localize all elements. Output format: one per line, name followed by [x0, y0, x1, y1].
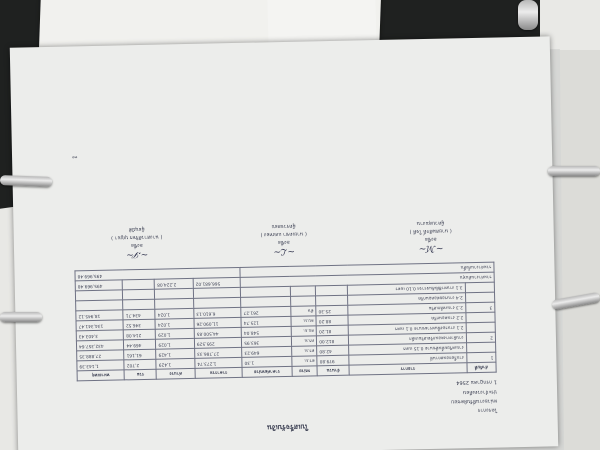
column-header: ราคารวม: [195, 367, 242, 378]
column-header: ลำดับที่: [467, 362, 497, 373]
table-cell-total: 11,090.26: [194, 317, 241, 328]
column-header: ราคาต่อหน่วย: [242, 366, 292, 377]
signature-block: [367, 218, 494, 255]
table-cell-no: 2: [466, 332, 496, 343]
table-cell-no: 1: [466, 352, 496, 363]
table-cell-total: 44,500.85: [194, 327, 241, 338]
table-cell-labour: 1,429: [156, 358, 195, 369]
column-header: จำนวน: [317, 365, 349, 376]
signature-block: [74, 224, 201, 261]
table-cell-item: 2.3 งานเหล็กเสริม: [348, 303, 466, 315]
grand-total-label: รวมค่างานทั้งสิ้น: [240, 262, 494, 277]
table-cell-total: 295,529: [194, 337, 241, 348]
table-cell-item: 2.2 งานคอนกรีต: [348, 313, 466, 325]
table-cell-total: 6,610.13: [194, 307, 241, 318]
table-cell-note: 3,403.43: [76, 330, 124, 341]
table-cell-no: [465, 292, 495, 303]
table-cell-item: งานเตรียมพื้นที่ขนาด 0.15 เมตร: [349, 343, 467, 355]
subtotal-value: 495,969.48: [75, 280, 123, 291]
table-cell-price: 1.30: [242, 356, 292, 367]
table-cell-note: 432,357.64: [76, 340, 124, 351]
subtotal-value: 566,681.02: [193, 277, 240, 288]
table-cell-labour: 1,029: [156, 338, 195, 349]
table-cell-unit: ตร.ม.: [292, 356, 318, 367]
column-header: รวม: [124, 369, 156, 380]
table-cell-price: 125.74: [241, 316, 291, 327]
table-cell-item: งานผิวทางคอนกรีตเสริมเหล็ก: [349, 333, 467, 345]
signature-name: ( นายเดชา แสงทอง ): [260, 230, 308, 238]
binder-ring: [0, 175, 52, 187]
table-cell-note: 18,945.12: [76, 310, 124, 321]
table-cell-qty: [316, 285, 348, 296]
table-cell-unit: [290, 296, 316, 307]
table-cell-price: 261.27: [241, 306, 291, 317]
signature-name: ( นางสาวศิริพร บุญมา ): [111, 233, 163, 241]
table-cell-sum: 214.08: [124, 329, 156, 340]
binder-clip: [518, 0, 538, 30]
table-cell-no: [466, 322, 496, 333]
table-cell-qty: 88.20: [316, 315, 348, 326]
document-title: ใบเสร็จรับเงิน: [267, 422, 309, 432]
grand-total-value: 495,969.48: [75, 267, 240, 280]
subtotal-value: 2,224.08: [155, 278, 194, 289]
signature-row: [74, 218, 495, 261]
table-cell-price: [240, 286, 290, 297]
document-page: [10, 36, 558, 450]
table-cell-qty: 812.00: [317, 335, 349, 346]
table-cell-sum: [123, 289, 155, 300]
table-cell-labour: 1,024: [155, 308, 194, 319]
signature-role: ลงชื่อ: [424, 235, 437, 243]
column-header: ค่าแรง: [156, 368, 195, 379]
table-cell-unit: ลบ.ม.: [291, 326, 317, 337]
table-cell-note: [75, 290, 123, 301]
column-header: หน่วย: [292, 366, 318, 377]
table-cell-unit: ตัน: [291, 306, 317, 317]
table-cell-sum: 469.44: [124, 339, 156, 350]
table-cell-total: [193, 297, 240, 308]
table-cell-no: 3: [465, 302, 495, 313]
table-cell-labour: 1,429: [156, 348, 195, 359]
signature-role: ลงชื่อ: [130, 241, 143, 249]
table-cell-qty: 25.30: [316, 305, 348, 316]
signature-title: ผู้ตรวจสอบ: [271, 222, 296, 230]
table-cell-price: 548.04: [241, 326, 291, 337]
table-cell-unit: ลบ.ม.: [291, 316, 317, 327]
binder-ring: [548, 166, 600, 176]
table-cell-price: 649.23: [242, 346, 292, 357]
signature-scribble: ~ℒ~: [273, 245, 295, 257]
signature-block: [220, 221, 347, 258]
table-cell-note: [76, 300, 124, 311]
table-cell-labour: 1,029: [156, 328, 195, 339]
table-cell-labour: [155, 298, 194, 309]
table-cell-sum: 346.52: [123, 319, 155, 330]
table-cell-item: 2.4 งานรอยต่อคอนกรีต: [348, 293, 466, 305]
document-content: [72, 148, 498, 437]
table-cell-item: งานรื้อถอนสถานที่: [349, 353, 467, 365]
signature-name: ( นายสมศักดิ์ ใจดี ): [409, 227, 452, 235]
table-cell-unit: [290, 286, 316, 297]
table-cell-unit: ตร.ม.: [291, 336, 317, 347]
header-line: ประจำงวดเดือน: [462, 388, 498, 396]
table-cell-labour: [155, 288, 194, 299]
table-cell-no: [466, 312, 496, 323]
table-cell-item: 3.1 งานทาสีตีเส้นจราจร 0.10 เมตร: [348, 283, 466, 295]
table-cell-sum: 434.71: [123, 309, 155, 320]
table-cell-no: [466, 342, 496, 353]
table-cell-item: 2.1 งานรองพื้นทรายขนาด 0.1 เมตร: [348, 323, 466, 335]
table-cell-price: [241, 296, 291, 307]
document-date: 1 กรกฎาคม 2564: [456, 378, 497, 386]
column-header: หมายเหตุ: [77, 370, 125, 381]
subtotal-label: รวมค่างานต้นทุน: [240, 272, 494, 287]
signature-title: ผู้อนุมัติ: [128, 225, 145, 233]
header-line: โครงการ: [477, 406, 498, 413]
binder-ring: [0, 312, 42, 322]
table-cell-note: 1,143.39: [77, 360, 125, 371]
table-cell-qty: 81.20: [316, 325, 348, 336]
table-cell-price: 363.95: [242, 336, 292, 347]
table-cell-sum: 61,161: [124, 349, 156, 360]
column-header: รายการ: [349, 363, 467, 375]
table-cell-no: [465, 282, 495, 293]
table-cell-note: 27,888.35: [77, 350, 125, 361]
table-cell-total: 1,273.74: [195, 357, 242, 368]
page-number: ๓๐: [72, 155, 78, 161]
table-cell-sum: 2,702: [124, 359, 156, 370]
table-cell-labour: 1,024: [155, 318, 194, 329]
signature-scribble: ~ℳ~: [418, 242, 444, 254]
signature-title: ผู้ควบคุมงาน: [416, 219, 445, 227]
cost-table: [74, 262, 496, 382]
table-cell-total: [193, 287, 240, 298]
table-cell-qty: [316, 295, 348, 306]
header-line: หน่วยงานที่รับผิดชอบ: [451, 397, 498, 405]
table-cell-note: 134,341.47: [76, 320, 124, 331]
table-cell-unit: ตร.ม.: [291, 346, 317, 357]
table-cell-qty: 979.80: [317, 355, 349, 366]
table-cell-total: 27,786.33: [194, 347, 241, 358]
table-body: [75, 282, 496, 371]
signature-scribble: ~𝒮~: [125, 248, 149, 260]
signature-role: ลงชื่อ: [277, 238, 290, 246]
table-cell-qty: 42.80: [317, 345, 349, 356]
table-cell-sum: [123, 299, 155, 310]
